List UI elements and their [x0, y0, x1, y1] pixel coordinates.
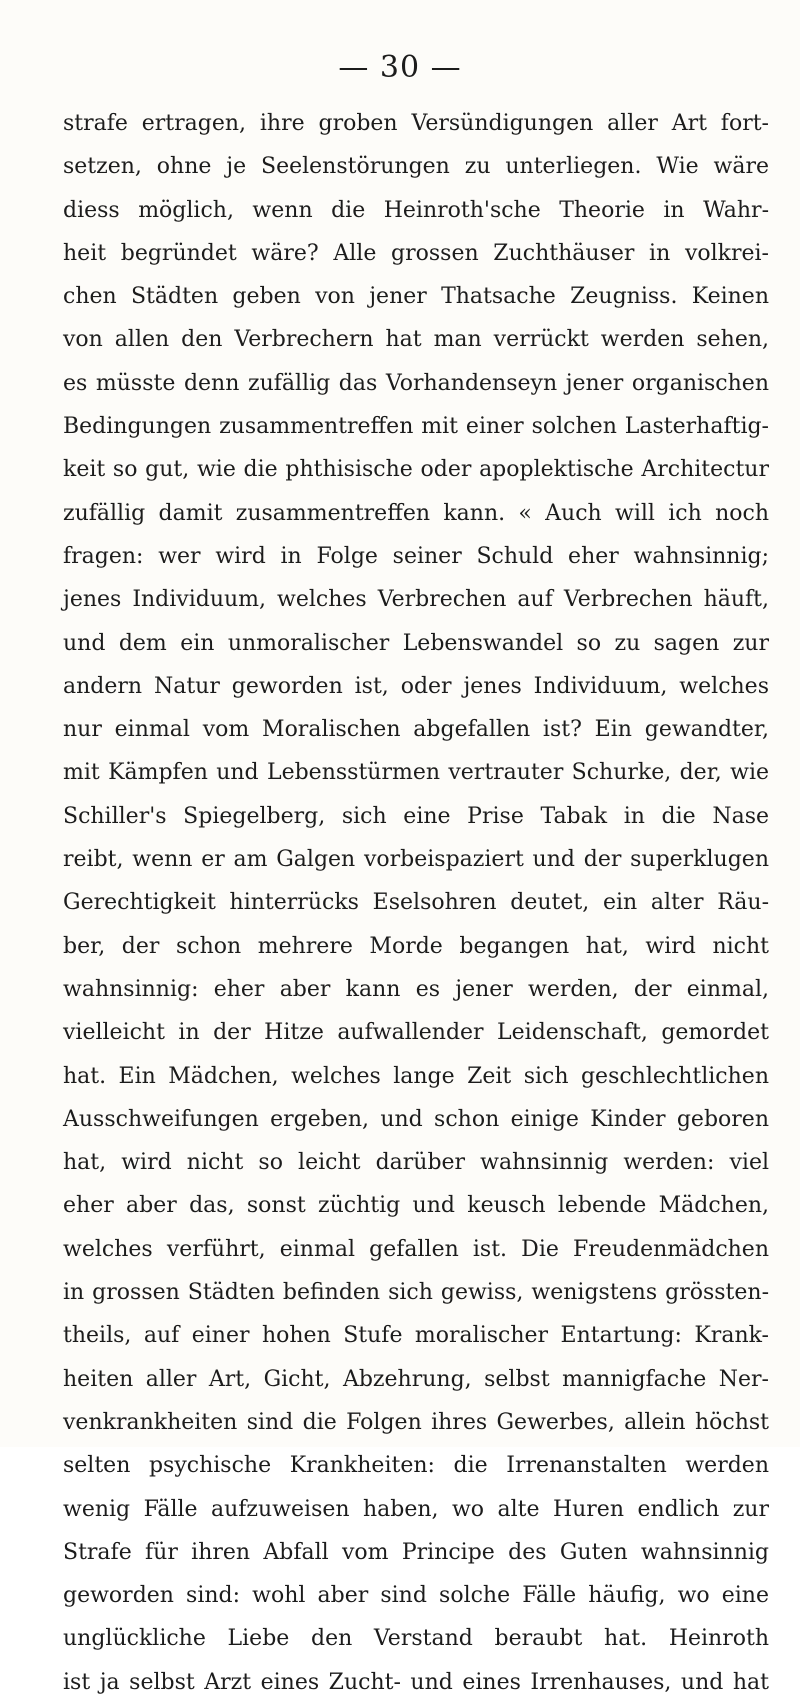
text-line: selten psychische Krankheiten: die Irrenanstalten werden — [63, 1453, 769, 1479]
text-line: heiten aller Art, Gicht, Abzehrung, selbst mannigfache Ner- — [63, 1366, 769, 1392]
text-line: ber, der schon mehrere Morde begangen hat, wird nicht — [63, 933, 769, 959]
body-text — [63, 102, 769, 1704]
text-line: von allen den Verbrechern hat man verrückt werden sehen, — [63, 327, 769, 353]
text-line: setzen, ohne je Seelenstörungen zu unterliegen. Wie wäre — [63, 154, 769, 180]
text-line: nur einmal vom Moralischen abgefallen ist? Ein gewandter, — [63, 717, 769, 743]
text-line: heit begründet wäre? Alle grossen Zuchthäuser in volkrei- — [63, 240, 769, 266]
text-line: Bedingungen zusammentreffen mit einer solchen Lasterhaftig- — [63, 414, 769, 440]
text-line: vielleicht in der Hitze aufwallender Leidenschaft, gemordet — [63, 1020, 769, 1046]
text-line: andern Natur geworden ist, oder jenes Individuum, welches — [63, 673, 769, 699]
text-line: es müsste denn zufällig das Vorhandenseyn jener organischen — [63, 370, 769, 396]
page-number: — 30 — — [338, 50, 462, 85]
text-line: unglückliche Liebe den Verstand beraubt hat. Heinroth — [63, 1626, 769, 1652]
text-line: eher aber das, sonst züchtig und keusch lebende Mädchen, — [63, 1193, 769, 1219]
text-line: Gerechtigkeit hinterrücks Eselsohren deutet, ein alter Räu- — [63, 890, 769, 916]
text-line: Schiller's Spiegelberg, sich eine Prise Tabak in die Nase — [63, 803, 769, 829]
text-line: und dem ein unmoralischer Lebenswandel so zu sagen zur — [63, 630, 769, 656]
text-line: mit Kämpfen und Lebensstürmen vertrauter Schurke, der, wie — [63, 760, 769, 786]
text-line: in grossen Städten befinden sich gewiss, wenigstens grössten- — [63, 1280, 769, 1306]
text-line: zufällig damit zusammentreffen kann. « Auch will ich noch — [63, 500, 769, 526]
text-line: Ausschweifungen ergeben, und schon einige Kinder geboren — [63, 1106, 769, 1132]
text-line: diess möglich, wenn die Heinroth'sche Theorie in Wahr- — [63, 197, 769, 223]
text-line: hat, wird nicht so leicht darüber wahnsinnig werden: viel — [63, 1150, 769, 1176]
text-line: jenes Individuum, welches Verbrechen auf Verbrechen häuft, — [63, 587, 769, 613]
text-line: welches verführt, einmal gefallen ist. Die Freudenmädchen — [63, 1236, 769, 1262]
text-line: Strafe für ihren Abfall vom Principe des Guten wahnsinnig — [63, 1539, 769, 1565]
text-line: strafe ertragen, ihre groben Versündigungen aller Art fort- — [63, 111, 769, 136]
text-line: theils, auf einer hohen Stufe moralischer Entartung: Krank- — [63, 1323, 769, 1349]
text-line: fragen: wer wird in Folge seiner Schuld eher wahnsinnig; — [63, 543, 769, 569]
text-line: keit so gut, wie die phthisische oder apoplektische Architectur — [63, 457, 769, 483]
text-line: ist ja selbst Arzt eines Zucht- und eines Irrenhauses, und hat — [63, 1669, 769, 1695]
text-line: hat. Ein Mädchen, welches lange Zeit sich geschlechtlichen — [63, 1063, 769, 1089]
text-line: wahnsinnig: eher aber kann es jener werden, der einmal, — [63, 976, 769, 1002]
text-line: chen Städten geben von jener Thatsache Zeugniss. Keinen — [63, 284, 769, 310]
text-line: venkrankheiten sind die Folgen ihres Gewerbes, allein höchst — [63, 1409, 769, 1435]
text-line: wenig Fälle aufzuweisen haben, wo alte Huren endlich zur — [63, 1496, 769, 1522]
text-line: geworden sind: wohl aber sind solche Fälle häufig, wo eine — [63, 1583, 769, 1609]
text-line: reibt, wenn er am Galgen vorbeispaziert und der superklugen — [63, 847, 769, 873]
